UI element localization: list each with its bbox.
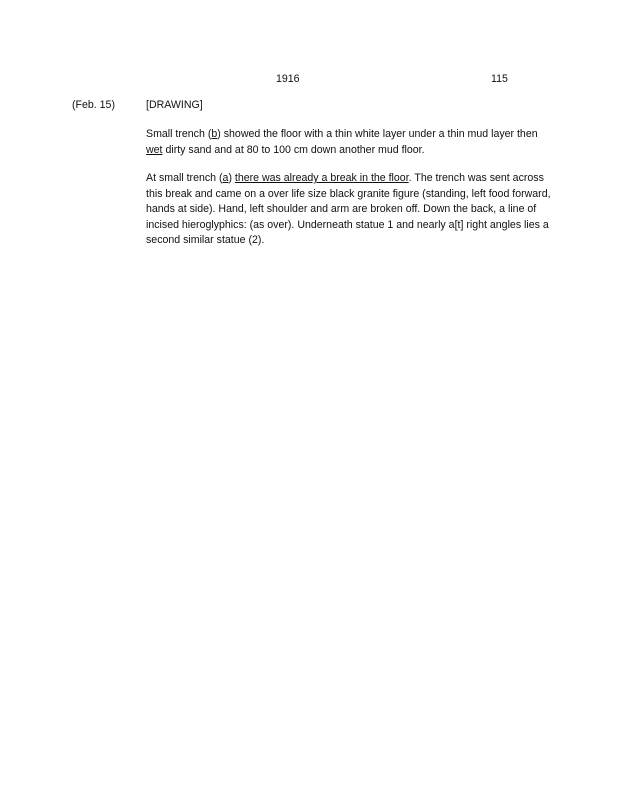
text-segment: dirty sand and at 80 to 100 cm down another mud floor. [162,143,425,156]
text-segment: Small trench ( [146,128,212,140]
underlined-text: wet [146,143,163,156]
drawing-placeholder: [DRAWING] [146,99,203,111]
text-segment: At small trench ( [146,172,223,184]
paragraph-small-trench-a [146,171,551,249]
entry-date: (Feb. 15) [72,99,115,111]
entry-body [146,127,551,262]
text-segment: ) [228,172,235,184]
underlined-text: a [222,172,229,184]
text-segment: . The trench was sent across this break and came on a over life size black granite figure (standing, left food forward, hands at side). Hand, left shoulder and arm are broken off. Down the back, a line of incised hieroglyphics: (as over). Underneath statue 1 and nearly a[t] right angles lies a second similar statue (2). [146,172,551,246]
paragraph-small-trench-b [146,127,551,158]
header-year: 1916 [276,73,300,85]
underlined-text: b [211,128,218,140]
underlined-text: there was already a break in the floor [234,172,409,184]
page-number: 115 [491,73,508,85]
text-segment: ) showed the floor with a thin white layer under a thin mud layer then [217,128,538,140]
